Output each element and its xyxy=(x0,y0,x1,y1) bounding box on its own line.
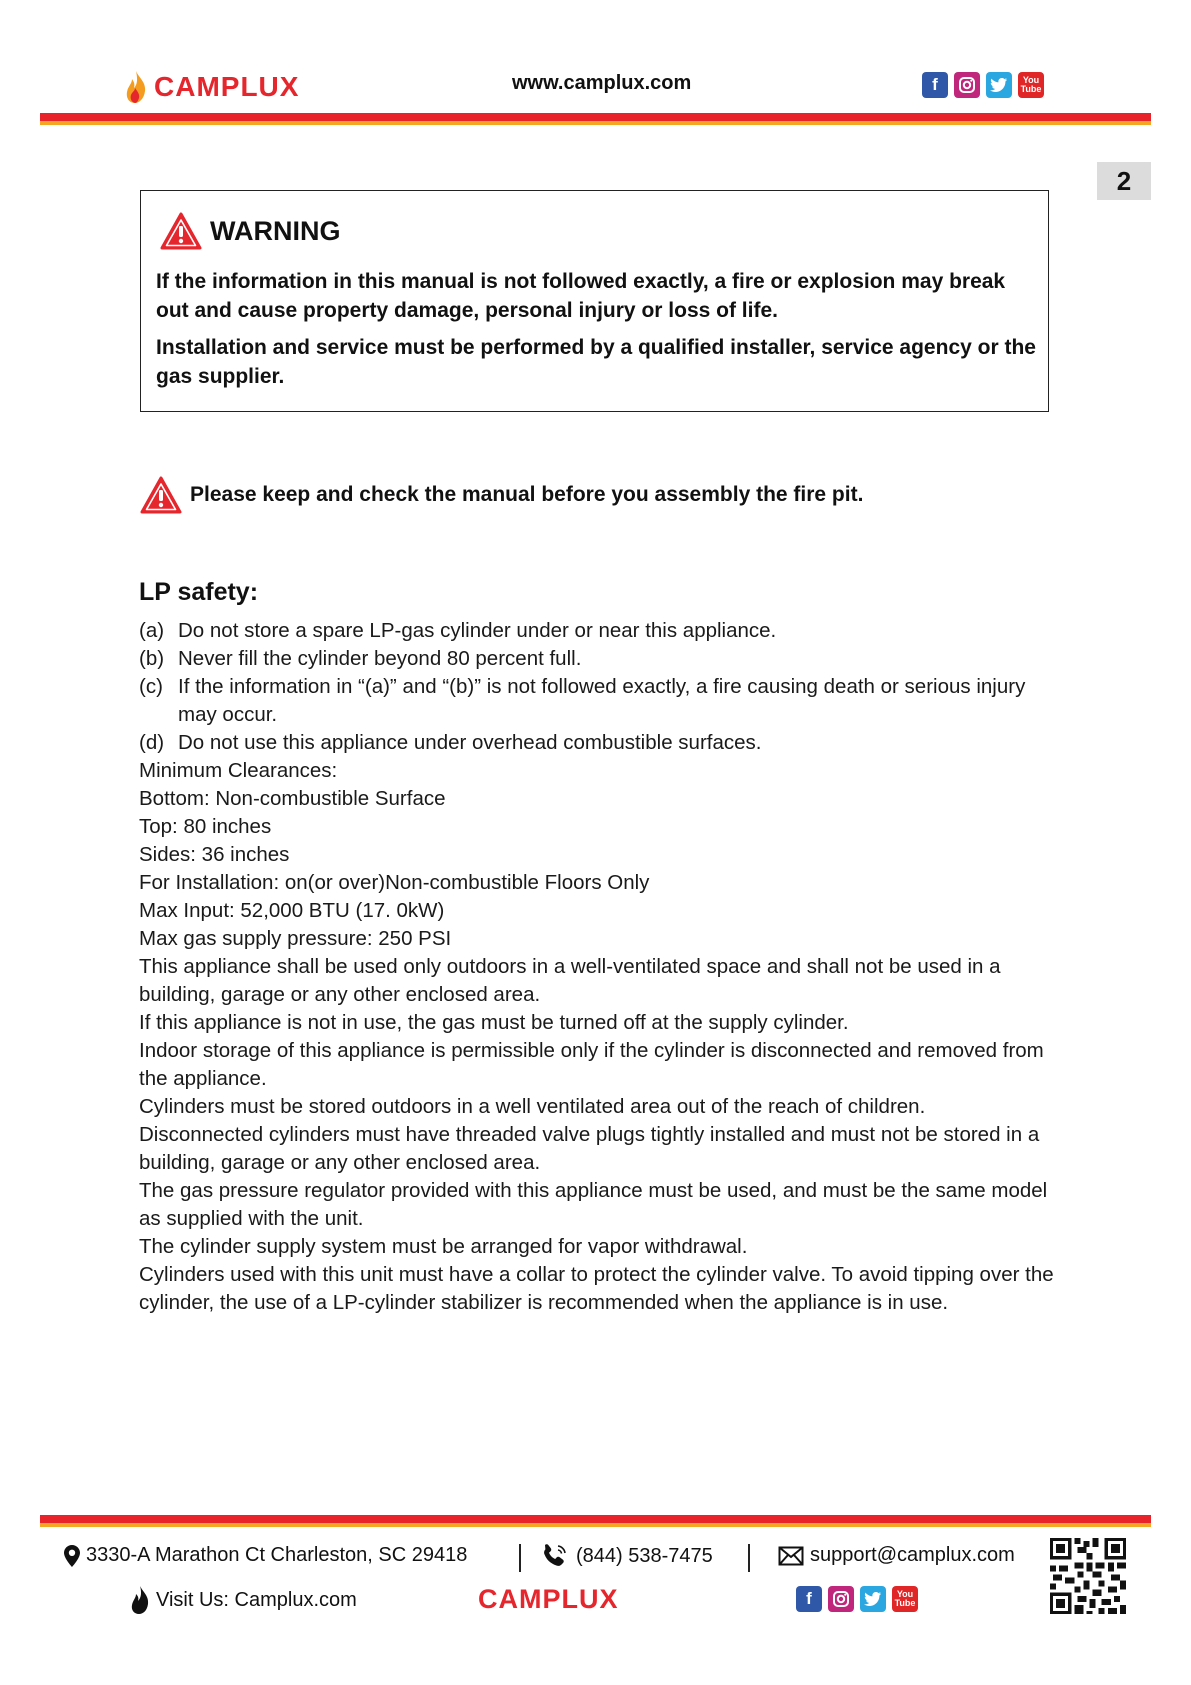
youtube-icon[interactable]: You Tube xyxy=(1018,72,1044,98)
visit-text: Visit Us: Camplux.com xyxy=(156,1588,357,1611)
list-item xyxy=(139,673,1059,729)
flame-icon xyxy=(124,70,148,104)
brand-name: CAMPLUX xyxy=(154,71,300,102)
header-divider xyxy=(40,113,1151,121)
website-link[interactable]: www.camplux.com xyxy=(512,72,692,94)
social-links-bottom xyxy=(796,1586,918,1612)
warning-triangle-icon xyxy=(160,212,202,250)
camplux-logo[interactable] xyxy=(124,70,299,104)
flame-icon xyxy=(130,1586,150,1614)
page-number: 2 xyxy=(1097,162,1151,200)
vapor-withdrawal-notice: The cylinder supply system must be arranged for vapor withdrawal. xyxy=(139,1235,748,1258)
gas-off-notice: If this appliance is not in use, the gas must be turned off at the supply cylinder. xyxy=(139,1011,849,1034)
address-text: 3330-A Marathon Ct Charleston, SC 29418 xyxy=(86,1544,468,1566)
regulator-notice: The gas pressure regulator provided with this appliance must be used, and must be the same model as supplied with the unit. xyxy=(139,1179,1048,1230)
max-input: Max Input: 52,000 BTU (17. 0kW) xyxy=(139,899,445,922)
facebook-icon[interactable]: f xyxy=(796,1586,822,1612)
list-item-text: Do not use this appliance under overhead combustible surfaces. xyxy=(178,731,762,754)
list-item-text: Never fill the cylinder beyond 80 percent full. xyxy=(178,647,582,670)
twitter-icon[interactable] xyxy=(860,1586,886,1612)
footer-separator xyxy=(519,1544,521,1572)
list-item xyxy=(139,729,1059,757)
indoor-storage-notice: Indoor storage of this appliance is permissible only if the cylinder is disconnected and removed from the appliance. xyxy=(139,1039,1044,1090)
list-marker: (d) xyxy=(139,731,165,754)
keep-manual-text: Please keep and check the manual before you assembly the fire pit. xyxy=(190,483,864,506)
warning-paragraph-2: Installation and service must be performed by a qualified installer, service agency or the gas supplier. xyxy=(156,336,1036,388)
phone-text: (844) 538-7475 xyxy=(576,1544,713,1567)
facebook-icon[interactable]: f xyxy=(922,72,948,98)
list-item xyxy=(139,645,1059,673)
list-item-text: If the information in “(a)” and “(b)” is not followed exactly, a fire causing death or serious injury may occur. xyxy=(178,675,1026,726)
outdoor-use-notice: This appliance shall be used only outdoors in a well-ventilated space and shall not be used in a building, garage or any other enclosed area. xyxy=(139,955,1001,1006)
warning-triangle-icon xyxy=(140,476,182,514)
instagram-icon[interactable] xyxy=(954,72,980,98)
youtube-icon[interactable]: You Tube xyxy=(892,1586,918,1612)
list-item-text: Do not store a spare LP-gas cylinder under or near this appliance. xyxy=(178,619,777,642)
keep-manual-notice xyxy=(140,476,863,514)
footer-phone[interactable] xyxy=(540,1542,713,1570)
footer-separator xyxy=(748,1544,750,1572)
cylinder-storage-notice: Cylinders must be stored outdoors in a well ventilated area out of the reach of children. xyxy=(139,1095,926,1118)
footer-email[interactable] xyxy=(778,1544,1015,1567)
email-text: support@camplux.com xyxy=(810,1544,1015,1566)
clearance-bottom: Bottom: Non-combustible Surface xyxy=(139,787,446,810)
clearance-top: Top: 80 inches xyxy=(139,815,272,838)
footer-brand-logo[interactable]: CAMPLUX xyxy=(478,1584,619,1614)
valve-plug-notice: Disconnected cylinders must have threaded valve plugs tightly installed and must not be stored in a building, garage or any other enclosed area. xyxy=(139,1123,1040,1174)
social-links-top xyxy=(922,72,1044,98)
list-marker: (a) xyxy=(139,619,165,642)
clearance-sides: Sides: 36 inches xyxy=(139,843,290,866)
list-item xyxy=(139,617,1059,645)
footer-visit[interactable] xyxy=(130,1586,357,1614)
cylinder-collar-notice: Cylinders used with this unit must have a collar to protect the cylinder valve. To avoid tipping over the cylinder, the use of a LP-cylinder stabilizer is recommended when the appliance is in use. xyxy=(139,1263,1054,1314)
warning-paragraph-1: If the information in this manual is not followed exactly, a fire or explosion may break out and cause property damage, personal injury or loss of life. xyxy=(156,270,1006,322)
warning-title: WARNING xyxy=(210,215,341,246)
footer-address xyxy=(64,1544,467,1567)
clearances-heading: Minimum Clearances: xyxy=(139,759,338,782)
mail-icon xyxy=(778,1546,804,1566)
max-pressure: Max gas supply pressure: 250 PSI xyxy=(139,927,452,950)
warning-header xyxy=(160,212,341,250)
twitter-icon[interactable] xyxy=(986,72,1012,98)
list-marker: (b) xyxy=(139,647,165,670)
list-marker: (c) xyxy=(139,675,163,698)
installation-floor: For Installation: on(or over)Non-combustible Floors Only xyxy=(139,871,650,894)
lp-safety-body xyxy=(139,617,1059,1317)
instagram-icon[interactable] xyxy=(828,1586,854,1612)
phone-icon xyxy=(540,1542,570,1570)
lp-safety-heading: LP safety: xyxy=(139,578,259,606)
footer-divider xyxy=(40,1515,1151,1523)
location-pin-icon xyxy=(64,1545,80,1567)
qr-code-icon[interactable] xyxy=(1050,1538,1126,1614)
